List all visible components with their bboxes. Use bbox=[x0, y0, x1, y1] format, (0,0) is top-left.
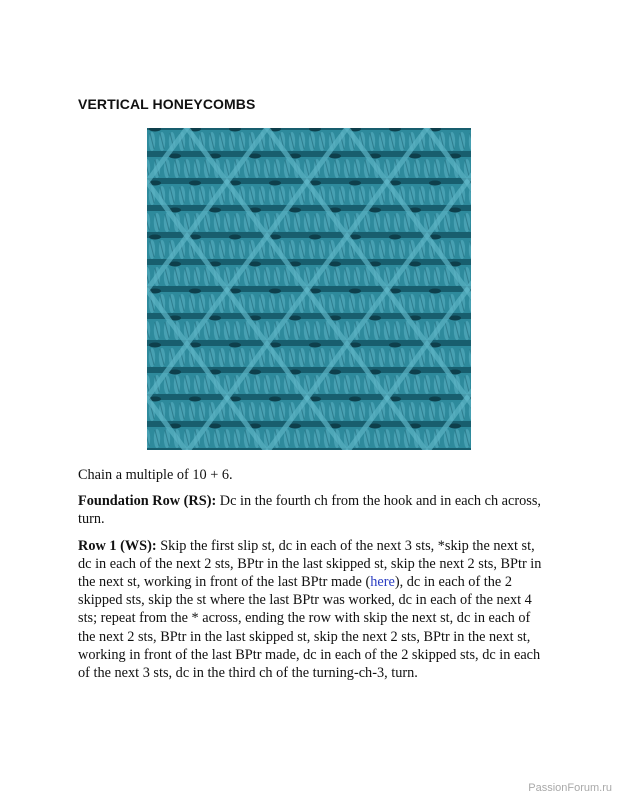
pattern-instructions bbox=[78, 466, 542, 690]
row1-instruction bbox=[78, 537, 542, 683]
chain-instruction: Chain a multiple of 10 + 6. bbox=[78, 467, 233, 483]
foundation-row-text: Dc in the fourth ch from the hook and in each ch across, turn. bbox=[78, 493, 541, 528]
site-watermark: PassionForum.ru bbox=[528, 782, 612, 794]
foundation-row-label: Foundation Row (RS): bbox=[78, 493, 217, 510]
crochet-swatch-photo bbox=[147, 128, 471, 450]
row1-text-part2: ), dc in each of the 2 skipped sts, skip the st where the last BPtr was worked, dc in each of the next 4 sts; repeat from the * across, ending the row with skip the next st, dc in each of the next 2 sts, BPtr in the last skipped st, skip the next 2 sts, BPtr in the next st, working in front of the last BPtr made, dc in each of the 2 skipped sts, dc in each of the next 3 sts, dc in the third ch of the turning-ch-3, turn. bbox=[78, 574, 541, 682]
row1-label: Row 1 (WS): bbox=[78, 537, 157, 554]
here-link[interactable]: here bbox=[370, 574, 395, 591]
page-title: VERTICAL HONEYCOMBS bbox=[78, 96, 256, 112]
row1-text-part1: Skip the first slip st, dc in each of the next 3 sts, *skip the next st, dc in each of the next 2 sts, BPtr in the last skipped st, skip the next 2 sts, BPtr in the next st, working in front of the last BPtr made ( bbox=[78, 537, 542, 591]
foundation-row-instruction bbox=[78, 492, 542, 528]
